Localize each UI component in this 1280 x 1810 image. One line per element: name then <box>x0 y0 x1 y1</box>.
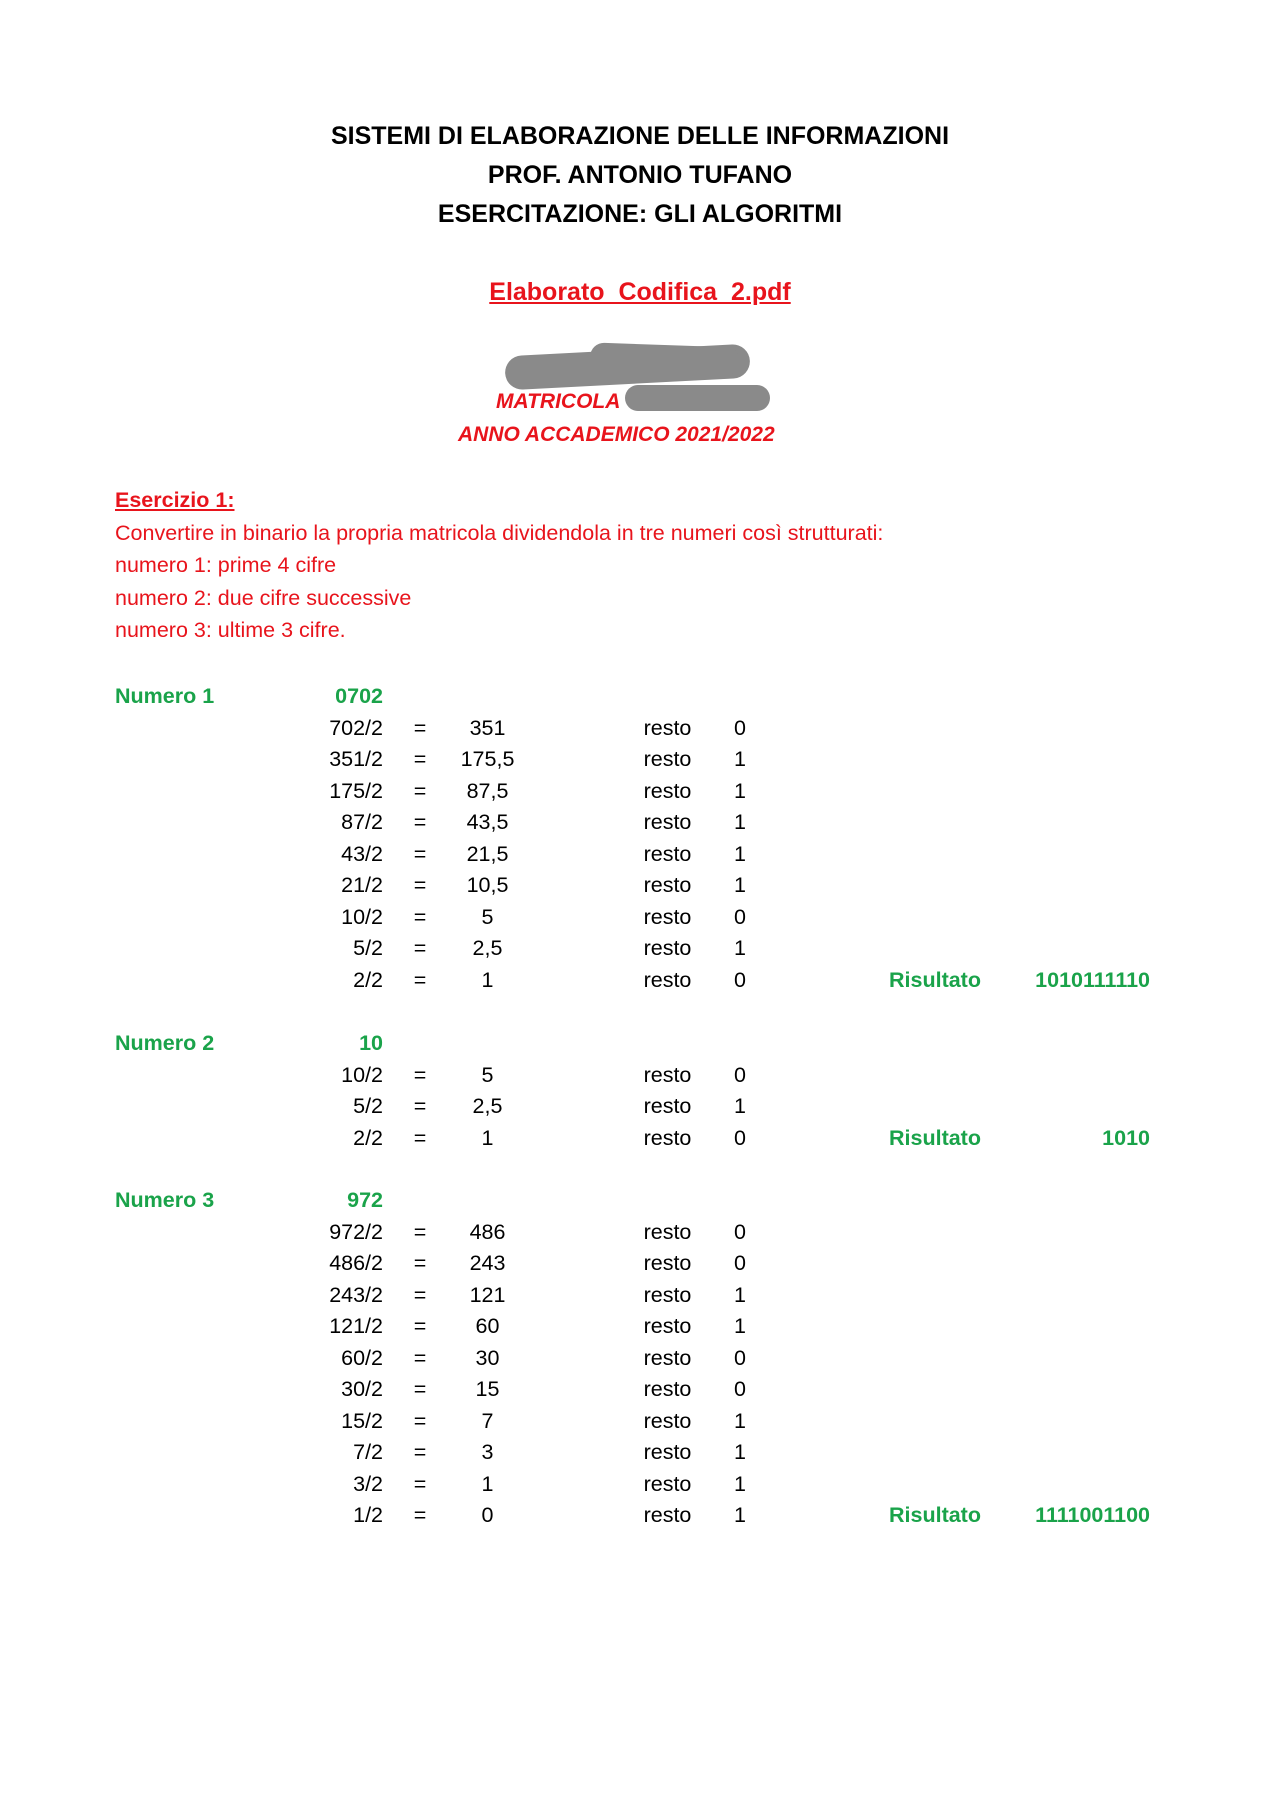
division-expression: 1/2 <box>353 1503 383 1527</box>
equals-sign: = <box>413 810 427 834</box>
quotient-value: 1 <box>481 1471 494 1496</box>
quotient-value: 87,5 <box>466 778 509 803</box>
resto-label: resto <box>643 967 692 992</box>
resto-label: resto <box>643 841 692 866</box>
doc-title-course: SISTEMI DI ELABORAZIONE DELLE INFORMAZIONI <box>330 122 950 150</box>
equals-sign: = <box>413 967 427 992</box>
remainder-digit: 1 <box>734 747 746 771</box>
resto-label: resto <box>643 904 692 929</box>
resto-label: resto <box>643 778 692 803</box>
remainder-digit: 1 <box>734 1408 746 1433</box>
division-expression: 2/2 <box>353 1125 383 1150</box>
block-value: 972 <box>347 1188 383 1212</box>
division-expression: 43/2 <box>341 841 383 866</box>
matricola-label: MATRICOLA <box>496 390 621 413</box>
remainder-digit: 0 <box>734 1062 746 1087</box>
division-expression: 87/2 <box>341 810 383 834</box>
division-expression: 972/2 <box>329 1219 383 1244</box>
resto-label: resto <box>643 1251 692 1275</box>
quotient-value: 351 <box>469 715 506 740</box>
result-value: 1111001100 <box>1035 1503 1150 1527</box>
quotient-value: 2,5 <box>472 936 503 960</box>
equals-sign: = <box>413 1440 427 1464</box>
division-expression: 30/2 <box>341 1377 383 1401</box>
quotient-value: 10,5 <box>466 873 509 897</box>
resto-label: resto <box>643 715 692 740</box>
division-expression: 243/2 <box>329 1282 383 1307</box>
quotient-value: 3 <box>481 1440 494 1464</box>
resto-label: resto <box>643 1094 692 1118</box>
division-expression: 7/2 <box>353 1440 383 1464</box>
remainder-digit: 0 <box>734 1125 746 1150</box>
quotient-value: 1 <box>481 1125 494 1150</box>
block-label: Numero 1 <box>115 684 215 708</box>
remainder-digit: 1 <box>734 841 746 866</box>
block-value: 0702 <box>335 684 383 708</box>
remainder-digit: 1 <box>734 873 746 897</box>
equals-sign: = <box>413 715 427 740</box>
division-expression: 10/2 <box>341 904 383 929</box>
quotient-value: 7 <box>481 1408 494 1433</box>
equals-sign: = <box>413 747 427 771</box>
resto-label: resto <box>643 1471 692 1496</box>
doc-title-exercise: ESERCITAZIONE: GLI ALGORITMI <box>437 200 843 228</box>
division-expression: 175/2 <box>329 778 383 803</box>
result-label: Risultato <box>889 967 981 992</box>
resto-label: resto <box>643 1125 692 1150</box>
resto-label: resto <box>643 1282 692 1307</box>
remainder-digit: 1 <box>734 1094 746 1118</box>
equals-sign: = <box>413 873 427 897</box>
exercise-item-2: numero 2: due cifre successive <box>115 586 412 610</box>
remainder-digit: 1 <box>734 1503 746 1527</box>
equals-sign: = <box>413 1219 427 1244</box>
quotient-value: 5 <box>481 904 494 929</box>
block-label: Numero 3 <box>115 1188 215 1212</box>
result-value: 1010111110 <box>1035 967 1150 992</box>
remainder-digit: 1 <box>734 1314 746 1338</box>
equals-sign: = <box>413 1503 427 1527</box>
remainder-digit: 0 <box>734 1345 746 1370</box>
equals-sign: = <box>413 1062 427 1087</box>
quotient-value: 1 <box>481 967 494 992</box>
file-name: Elaborato_Codifica_2.pdf <box>489 278 791 306</box>
quotient-value: 5 <box>481 1062 494 1087</box>
resto-label: resto <box>643 873 692 897</box>
equals-sign: = <box>413 1408 427 1433</box>
equals-sign: = <box>413 1377 427 1401</box>
result-value: 1010 <box>1102 1125 1150 1150</box>
equals-sign: = <box>413 778 427 803</box>
equals-sign: = <box>413 1251 427 1275</box>
division-expression: 2/2 <box>353 967 383 992</box>
remainder-digit: 1 <box>734 1282 746 1307</box>
resto-label: resto <box>643 1377 692 1401</box>
division-expression: 3/2 <box>353 1471 383 1496</box>
equals-sign: = <box>413 904 427 929</box>
equals-sign: = <box>413 1282 427 1307</box>
result-label: Risultato <box>889 1503 981 1527</box>
resto-label: resto <box>643 1503 692 1527</box>
resto-label: resto <box>643 1440 692 1464</box>
remainder-digit: 0 <box>734 967 746 992</box>
block-value: 10 <box>359 1031 383 1055</box>
quotient-value: 486 <box>469 1219 506 1244</box>
division-expression: 121/2 <box>329 1314 383 1338</box>
equals-sign: = <box>413 1345 427 1370</box>
remainder-digit: 1 <box>734 1440 746 1464</box>
equals-sign: = <box>413 841 427 866</box>
quotient-value: 2,5 <box>472 1094 503 1118</box>
resto-label: resto <box>643 1345 692 1370</box>
equals-sign: = <box>413 1314 427 1338</box>
exercise-item-3: numero 3: ultime 3 cifre. <box>115 618 346 642</box>
equals-sign: = <box>413 1094 427 1118</box>
quotient-value: 43,5 <box>466 810 509 834</box>
quotient-value: 243 <box>469 1251 506 1275</box>
block-label: Numero 2 <box>115 1031 215 1055</box>
redaction-mark-3 <box>625 385 770 411</box>
division-expression: 351/2 <box>329 747 383 771</box>
remainder-digit: 1 <box>734 1471 746 1496</box>
remainder-digit: 0 <box>734 1377 746 1401</box>
resto-label: resto <box>643 810 692 834</box>
remainder-digit: 0 <box>734 904 746 929</box>
division-expression: 10/2 <box>341 1062 383 1087</box>
quotient-value: 15 <box>475 1377 500 1401</box>
remainder-digit: 0 <box>734 1219 746 1244</box>
exercise-item-1: numero 1: prime 4 cifre <box>115 553 337 577</box>
doc-title-professor: PROF. ANTONIO TUFANO <box>487 161 793 189</box>
division-expression: 5/2 <box>353 1094 383 1118</box>
quotient-value: 121 <box>469 1282 506 1307</box>
resto-label: resto <box>643 1408 692 1433</box>
remainder-digit: 1 <box>734 936 746 960</box>
academic-year: ANNO ACCADEMICO 2021/2022 <box>458 423 775 446</box>
exercise-title: Esercizio 1: <box>115 488 235 512</box>
division-expression: 5/2 <box>353 936 383 960</box>
division-expression: 21/2 <box>341 873 383 897</box>
result-label: Risultato <box>889 1125 981 1150</box>
remainder-digit: 0 <box>734 1251 746 1275</box>
quotient-value: 60 <box>475 1314 500 1338</box>
quotient-value: 175,5 <box>460 747 515 771</box>
division-expression: 15/2 <box>341 1408 383 1433</box>
redaction-mark-2 <box>590 342 741 375</box>
remainder-digit: 1 <box>734 810 746 834</box>
division-expression: 60/2 <box>341 1345 383 1370</box>
resto-label: resto <box>643 936 692 960</box>
remainder-digit: 1 <box>734 778 746 803</box>
quotient-value: 30 <box>475 1345 500 1370</box>
resto-label: resto <box>643 747 692 771</box>
division-expression: 486/2 <box>329 1251 383 1275</box>
resto-label: resto <box>643 1314 692 1338</box>
equals-sign: = <box>413 936 427 960</box>
exercise-instruction: Convertire in binario la propria matricola dividendola in tre numeri così strutturati: <box>115 521 884 545</box>
resto-label: resto <box>643 1062 692 1087</box>
division-expression: 702/2 <box>329 715 383 740</box>
equals-sign: = <box>413 1125 427 1150</box>
resto-label: resto <box>643 1219 692 1244</box>
remainder-digit: 0 <box>734 715 746 740</box>
quotient-value: 21,5 <box>466 841 509 866</box>
quotient-value: 0 <box>481 1503 494 1527</box>
equals-sign: = <box>413 1471 427 1496</box>
